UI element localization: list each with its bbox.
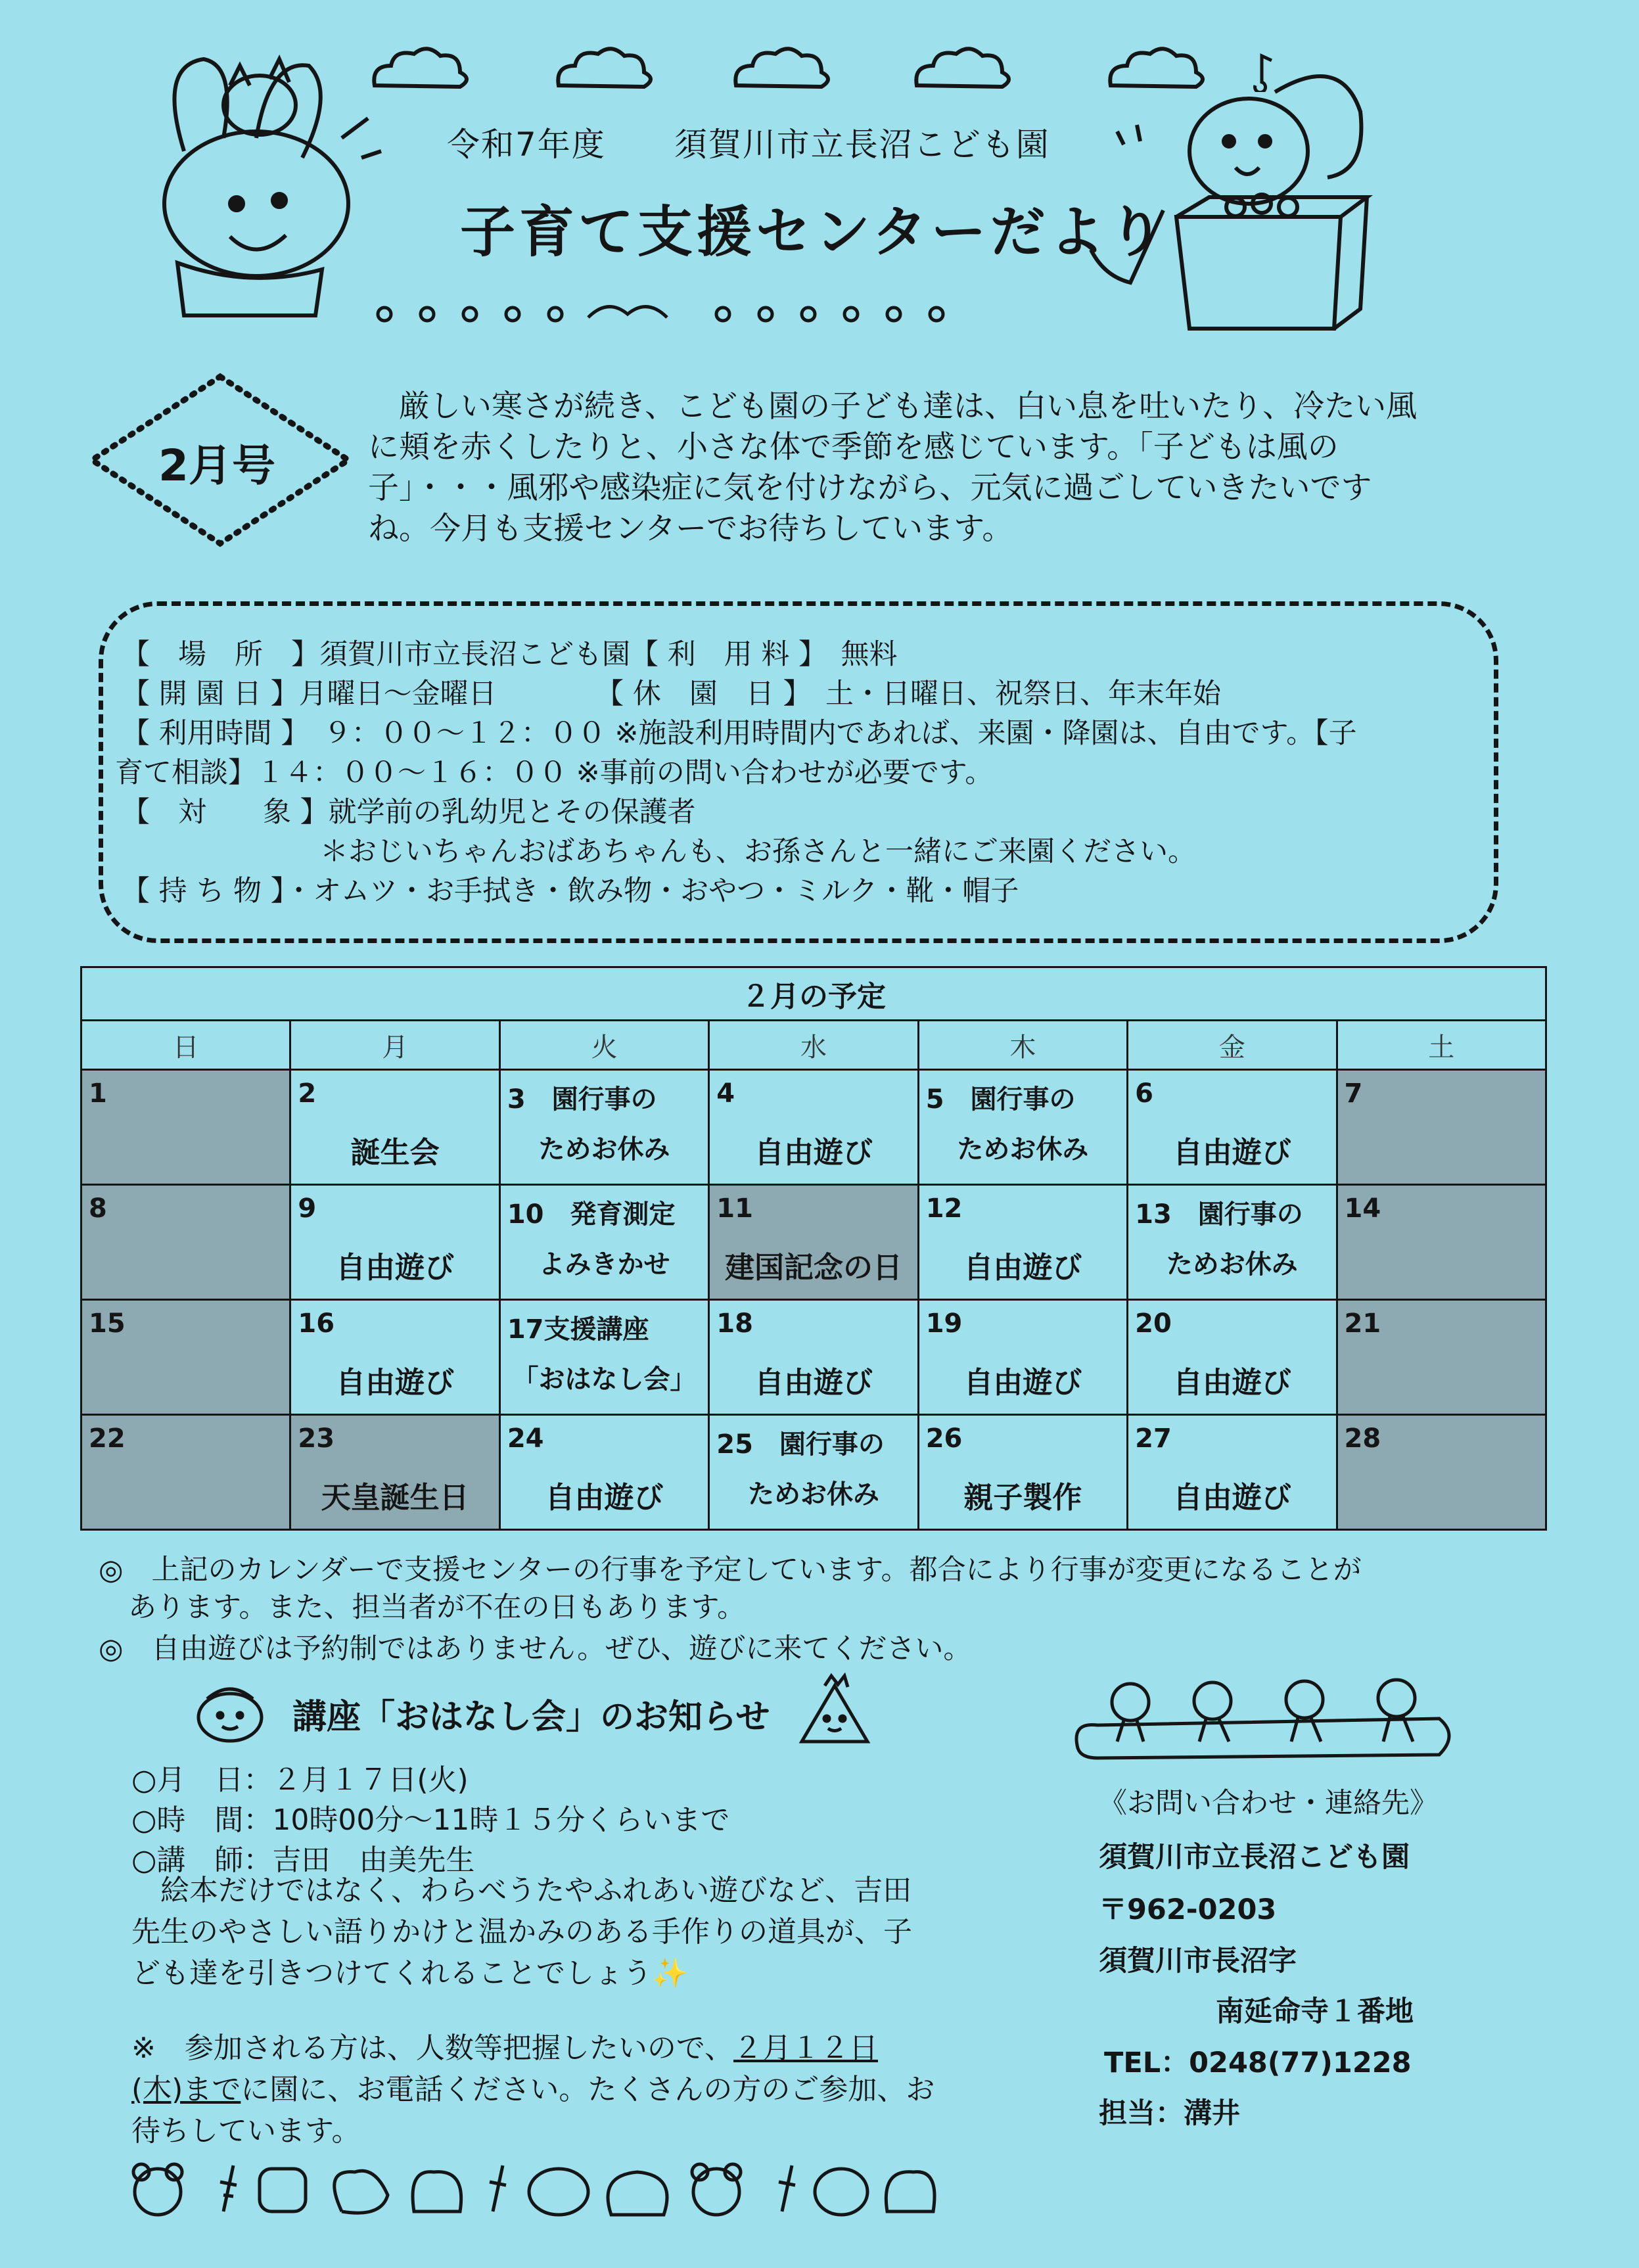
dots-divider — [375, 301, 1045, 327]
info-location-fee: 【 場 所 】須賀川市立長沼こども園【 利 用 料 】 無料 — [122, 638, 898, 671]
calendar-week-row — [81, 1415, 1546, 1530]
contact-heading: 《お問い合わせ・連絡先》 — [1099, 1787, 1438, 1820]
contact-address-2: 南延命寺１番地 — [1216, 1995, 1414, 2028]
calendar-day-cell — [1128, 1300, 1337, 1415]
calendar-day-cell — [81, 1300, 290, 1415]
day-event: 自由遊び — [963, 1365, 1082, 1400]
info-hours: 【 利用時間 】 ９：００～１２：００ ※施設利用時間内であれば、来園・降園は、自由です。【子 — [122, 717, 1357, 750]
day-event: 自由遊び — [754, 1365, 873, 1400]
calendar-day-cell — [918, 1185, 1127, 1300]
weekday-header: 土 — [1337, 1021, 1546, 1070]
day-number: 23 — [298, 1423, 335, 1454]
notice-deadline: ２月１２日 — [733, 2031, 878, 2065]
day-number: 3 園行事の — [507, 1084, 657, 1115]
contact-address-1: 須賀川市長沼字 — [1099, 1945, 1297, 1978]
weekday-row — [81, 1021, 1546, 1070]
day-number: 27 — [1135, 1423, 1172, 1454]
lecture-description: 絵本だけではなく、わらべうたやふれあい遊びなど、吉田先生のやさしい語りかけと温かみのある手作りの道具が、子ども達を引きつけてくれることでしょう✨ — [131, 1874, 912, 1990]
day-number: 4 — [716, 1078, 735, 1109]
note-free-play: ◎ 自由遊びは予約制ではありません。ぜひ、遊びに来てください。 — [99, 1632, 972, 1665]
info-belongings: 【 持 ち 物 】・オムツ・お手拭き・飲み物・おやつ・ミルク・靴・帽子 — [122, 875, 1019, 908]
day-event: 自由遊び — [1172, 1135, 1291, 1170]
weekday-header: 月 — [290, 1021, 499, 1070]
day-event: 自由遊び — [545, 1480, 664, 1515]
notice-text-cont: に園に、お電話ください。たくさんの方のご参加、お待ちしています。 — [131, 2073, 935, 2148]
calendar-day-cell — [709, 1415, 918, 1530]
calendar-day-cell — [290, 1070, 499, 1185]
calendar-week-row — [81, 1300, 1546, 1415]
calendar-day-cell — [918, 1070, 1127, 1185]
day-event: よみきかせ — [538, 1249, 670, 1280]
day-event: ためお休み — [957, 1134, 1089, 1165]
calendar-day-cell — [499, 1415, 708, 1530]
children-parade-illustration — [1071, 1676, 1459, 1768]
day-event: 「おはなし会」 — [512, 1364, 697, 1395]
contact-person: 担当：溝井 — [1099, 2097, 1240, 2130]
weekday-header: 日 — [81, 1021, 290, 1070]
day-number: 28 — [1344, 1423, 1381, 1454]
calendar-day-cell — [499, 1185, 708, 1300]
calendar-day-cell — [499, 1300, 708, 1415]
calendar-day-cell — [1128, 1070, 1337, 1185]
day-number: 11 — [716, 1193, 753, 1224]
animal-faces-border — [125, 2156, 979, 2221]
issue-label: 2月号 — [158, 440, 275, 491]
day-number: 1 — [89, 1078, 107, 1109]
calendar-week-row — [81, 1185, 1546, 1300]
lecture-title: 講座「おはなし会」のお知らせ — [292, 1698, 770, 1737]
day-number: 10 発育測定 — [507, 1199, 676, 1230]
day-event: 自由遊び — [1172, 1365, 1291, 1400]
calendar-day-cell — [1337, 1300, 1546, 1415]
weekday-header: 火 — [499, 1021, 708, 1070]
contact-name: 須賀川市立長沼こども園 — [1099, 1841, 1410, 1874]
day-number: 25 園行事の — [716, 1429, 885, 1460]
day-event: ためお休み — [747, 1479, 879, 1510]
day-number: 7 — [1344, 1078, 1363, 1109]
day-number: 13 園行事の — [1135, 1199, 1303, 1230]
weekday-header: 水 — [709, 1021, 918, 1070]
calendar-table — [80, 966, 1547, 1531]
day-event: 自由遊び — [1172, 1480, 1291, 1515]
info-target: 【 対 象 】就学前の乳幼児とその保護者 — [122, 796, 696, 829]
day-event: 自由遊び — [336, 1250, 455, 1285]
calendar-day-cell — [1337, 1415, 1546, 1530]
day-number: 17支援講座 — [507, 1314, 649, 1345]
onigiri-face-icon — [795, 1673, 874, 1751]
day-number: 24 — [507, 1423, 544, 1454]
calendar-day-cell — [918, 1300, 1127, 1415]
notice-text: ※ 参加される方は、人数等把握したいので、 — [131, 2031, 733, 2065]
lecture-teacher: ○講 師：吉田 由美先生 — [131, 1843, 475, 1877]
note-schedule: ◎ 上記のカレンダーで支援センターの行事を予定しています。都合により行事が変更になることが — [99, 1554, 1362, 1586]
day-number: 6 — [1135, 1078, 1153, 1109]
day-event: 天皇誕生日 — [321, 1480, 469, 1515]
day-number: 16 — [298, 1308, 335, 1339]
oni-face-icon — [191, 1679, 269, 1745]
calendar-day-cell — [709, 1185, 918, 1300]
day-event: ためお休み — [538, 1134, 670, 1165]
music-note-icon — [1249, 53, 1275, 92]
day-event: 自由遊び — [336, 1365, 455, 1400]
day-number: 12 — [925, 1193, 963, 1224]
day-number: 15 — [89, 1308, 126, 1339]
calendar-day-cell — [290, 1415, 499, 1530]
contact-phone: TEL：0248(77)1228 — [1104, 2047, 1412, 2079]
day-number: 8 — [89, 1193, 107, 1224]
calendar-day-cell — [499, 1070, 708, 1185]
notice-deadline-day: (木)まで — [131, 2073, 241, 2106]
day-event: 建国記念の日 — [724, 1250, 902, 1285]
calendar-title: ２月の予定 — [81, 967, 1546, 1021]
calendar-day-cell — [1337, 1070, 1546, 1185]
calendar-day-cell — [290, 1185, 499, 1300]
day-number: 26 — [925, 1423, 963, 1454]
day-event: 誕生会 — [350, 1135, 440, 1170]
oni-rabbit-illustration — [145, 39, 394, 329]
day-number: 20 — [1135, 1308, 1172, 1339]
calendar-day-cell — [918, 1415, 1127, 1530]
day-number: 21 — [1344, 1308, 1381, 1339]
contact-postal: 〒962-0203 — [1099, 1893, 1277, 1926]
day-number: 9 — [298, 1193, 317, 1224]
info-target-note: ＊おじいちゃんおばあちゃんも、お孫さんと一緒にご来園ください。 — [320, 835, 1196, 868]
calendar-day-cell — [709, 1300, 918, 1415]
header-subtitle: 令和7年度 須賀川市立長沼こども園 — [447, 126, 1050, 164]
calendar-day-cell — [290, 1300, 499, 1415]
day-event: 親子製作 — [963, 1480, 1082, 1515]
calendar-day-cell — [81, 1185, 290, 1300]
lecture-time: ○時 間：10時00分～11時１５分くらいまで — [131, 1803, 730, 1837]
calendar-day-cell — [1128, 1185, 1337, 1300]
weekday-header: 木 — [918, 1021, 1127, 1070]
day-event: 自由遊び — [963, 1250, 1082, 1285]
weekday-header: 金 — [1128, 1021, 1337, 1070]
day-event: 自由遊び — [754, 1135, 873, 1170]
day-number: 18 — [716, 1308, 753, 1339]
lecture-notice — [131, 2027, 946, 2152]
calendar-week-row — [81, 1070, 1546, 1185]
intro-paragraph: 厳しい寒さが続き、こども園の子ども達は、白い息を吐いたり、冷たい風に頬を赤くしたりと、小さな体で季節を感じています。「子どもは風の子」・・・風邪や感染症に気を付けながら、元気に過ごしていきたいですね。今月も支援センターでお待ちしています。 — [368, 388, 1418, 547]
newsletter-title: 子育て支援センターだより — [460, 200, 1168, 264]
note-schedule-cont: あります。また、担当者が不在の日もあります。 — [128, 1591, 746, 1624]
day-number: 5 園行事の — [925, 1084, 1076, 1115]
calendar-day-cell — [81, 1070, 290, 1185]
calendar-day-cell — [709, 1070, 918, 1185]
day-number: 19 — [925, 1308, 963, 1339]
calendar-day-cell — [1337, 1185, 1546, 1300]
info-open-days: 【 開 園 日 】月曜日～金曜日 【 休 園 日 】 土・日曜日、祝祭日、年末年始 — [122, 678, 1222, 710]
day-number: 22 — [89, 1423, 126, 1454]
day-event: ためお休み — [1166, 1249, 1298, 1280]
calendar-day-cell — [1128, 1415, 1337, 1530]
lecture-date: ○月 日：２月１７日(火) — [131, 1763, 469, 1797]
day-number: 2 — [298, 1078, 317, 1109]
calendar-day-cell — [81, 1415, 290, 1530]
info-consultation: 育て相談】１４：００～１６：００ ※事前の問い合わせが必要です。 — [115, 756, 994, 789]
day-number: 14 — [1344, 1193, 1381, 1224]
